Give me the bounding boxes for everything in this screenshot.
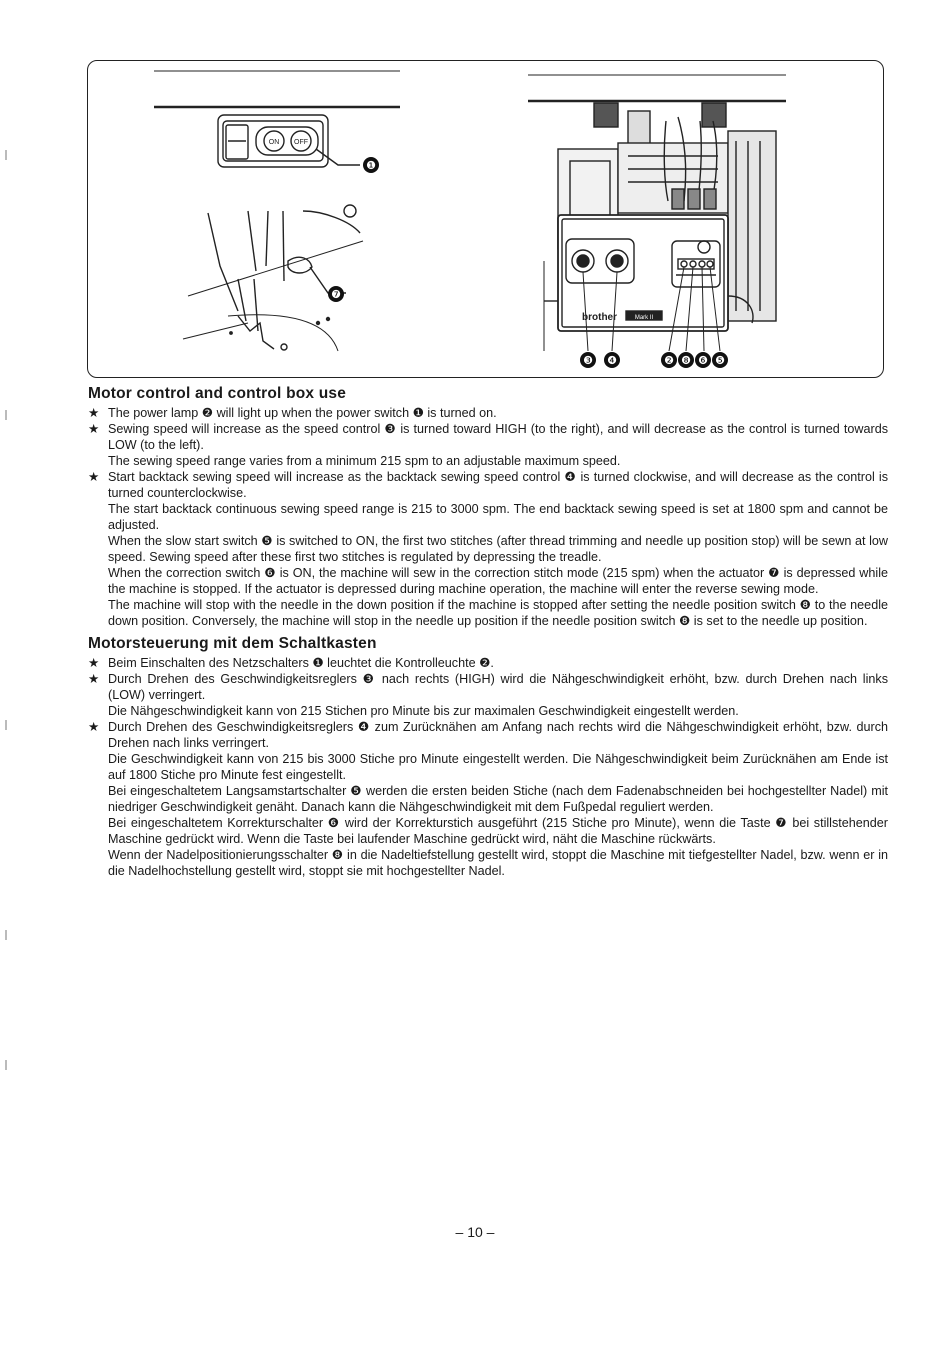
list-item: [88, 405, 888, 421]
paragraph: Durch Drehen des Geschwindigkeitsreglers ❹ zum Zurücknähen am Anfang nach rechts wird die Nähgeschwindigkeit erhöht, bzw. durch Drehen nach links verringert.: [108, 720, 888, 750]
star-bullet-icon: ★: [88, 422, 100, 436]
callout-5: ❺: [715, 355, 725, 367]
paragraph: Wenn der Nadelpositionierungsschalter ❽ in die Nadeltiefstellung gestellt wird, stoppt die Maschine mit tiefgestellter Nadel, bzw. wenn er in die Nadelhochstellung gestellt wird, stoppt sie mit hochgestellter Nadel.: [108, 848, 888, 878]
off-switch-label: OFF: [294, 139, 308, 146]
list-item: [88, 469, 888, 629]
list-item: [88, 671, 888, 719]
star-bullet-icon: ★: [88, 406, 100, 420]
callout-7: ❼: [331, 289, 341, 301]
manual-text: [88, 386, 888, 879]
page-number: – 10 –: [455, 1224, 495, 1240]
illustration-panel: [87, 60, 884, 378]
callout-6: ❻: [698, 355, 708, 367]
paragraph: Beim Einschalten des Netzschalters ❶ leuchtet die Kontrolleuchte ❷.: [108, 656, 494, 670]
machine-illustration: [88, 61, 884, 378]
paragraph: Durch Drehen des Geschwindigkeitsreglers ❸ nach rechts (HIGH) wird die Nähgeschwindigkeit erhöht, bzw. durch Drehen nach links (LOW) verringert.: [108, 672, 888, 702]
callout-1: ❶: [366, 160, 376, 172]
paragraph: Sewing speed will increase as the speed control ❸ is turned toward HIGH (to the right), and will decrease as the control is turned towards LOW (to the left).: [108, 422, 888, 452]
paragraph: The start backtack continuous sewing speed range is 215 to 3000 spm. The end backtack sewing speed is set at 1800 spm and cannot be adjusted.: [108, 502, 888, 532]
paragraph: The machine will stop with the needle in the down position if the machine is stopped after setting the needle position switch ❽ to the needle down position. Conversely, the machine will stop in the needle up position if the needle position switch ❽ is set to the needle up position.: [108, 598, 888, 628]
paragraph: Start backtack sewing speed will increase as the backtack sewing speed control ❹ is turned clockwise, and will decrease as the control is turned counterclockwise.: [108, 470, 888, 500]
section-heading-english: Motor control and control box use: [88, 385, 347, 402]
star-bullet-icon: ★: [88, 656, 100, 670]
paragraph: The sewing speed range varies from a minimum 215 spm to an adjustable maximum speed.: [108, 454, 621, 468]
right-illustration: [528, 75, 786, 351]
callout-2: ❷: [664, 355, 674, 367]
paragraph: When the correction switch ❻ is ON, the machine will sew in the correction stitch mode (215 spm) when the actuator ❼ is depressed while the machine is stopped. If the actuator is depressed during machine operation, the machine will enter the reverse sewing mode.: [108, 566, 888, 596]
star-bullet-icon: ★: [88, 720, 100, 734]
star-bullet-icon: ★: [88, 672, 100, 686]
bottom-callouts: [580, 352, 728, 368]
callout-4: ❹: [607, 355, 617, 367]
list-item: [88, 719, 888, 879]
left-callouts: [328, 157, 379, 302]
paragraph: Die Geschwindigkeit kann von 215 bis 3000 Stiche pro Minute eingestellt werden. Die Nähgeschwindigkeit beim Zurücknähen am Ende ist auf 1800 Stiche pro Minute fest eingestellt.: [108, 752, 888, 782]
star-bullet-icon: ★: [88, 470, 100, 484]
section-heading-german: Motorsteuerung mit dem Schaltkasten: [88, 635, 377, 652]
on-switch-label: ON: [268, 139, 280, 146]
list-item: [88, 655, 888, 671]
left-illustration: [154, 71, 400, 351]
paragraph: When the slow start switch ❺ is switched to ON, the first two stitches (after thread trimming and needle up position stop) will be sewn at low speed. Sewing speed after these first two stitches is regulated by depressing the treadle.: [108, 534, 888, 564]
callout-8: ❽: [681, 355, 691, 367]
brand-logo: brother: [582, 312, 617, 323]
list-item: [88, 421, 888, 469]
paragraph: The power lamp ❷ will light up when the power switch ❶ is turned on.: [108, 406, 497, 420]
model-label: Mark II: [634, 315, 654, 321]
paragraph: Die Nähgeschwindigkeit kann von 215 Stichen pro Minute bis zur maximalen Geschwindigkeit eingestellt werden.: [108, 704, 739, 718]
callout-3: ❸: [583, 355, 593, 367]
paragraph: Bei eingeschaltetem Langsamstartschalter ❺ werden die ersten beiden Stiche (nach dem Fadenabschneiden bei hochgestellter Nadel) mit niedriger Geschwindigkeit genäht. Danach kann die Nähgeschwindigkeit mit dem Fußpedal reguliert werden.: [108, 784, 888, 814]
paragraph: Bei eingeschaltetem Korrekturschalter ❻ wird der Korrekturstich ausgeführt (215 Stiche pro Minute), wenn die Taste ❼ bei stillstehender Maschine gedrückt wird. Wenn die Taste bei laufender Maschine gedrückt wird, näht die Maschine rückwärts.: [108, 816, 888, 846]
